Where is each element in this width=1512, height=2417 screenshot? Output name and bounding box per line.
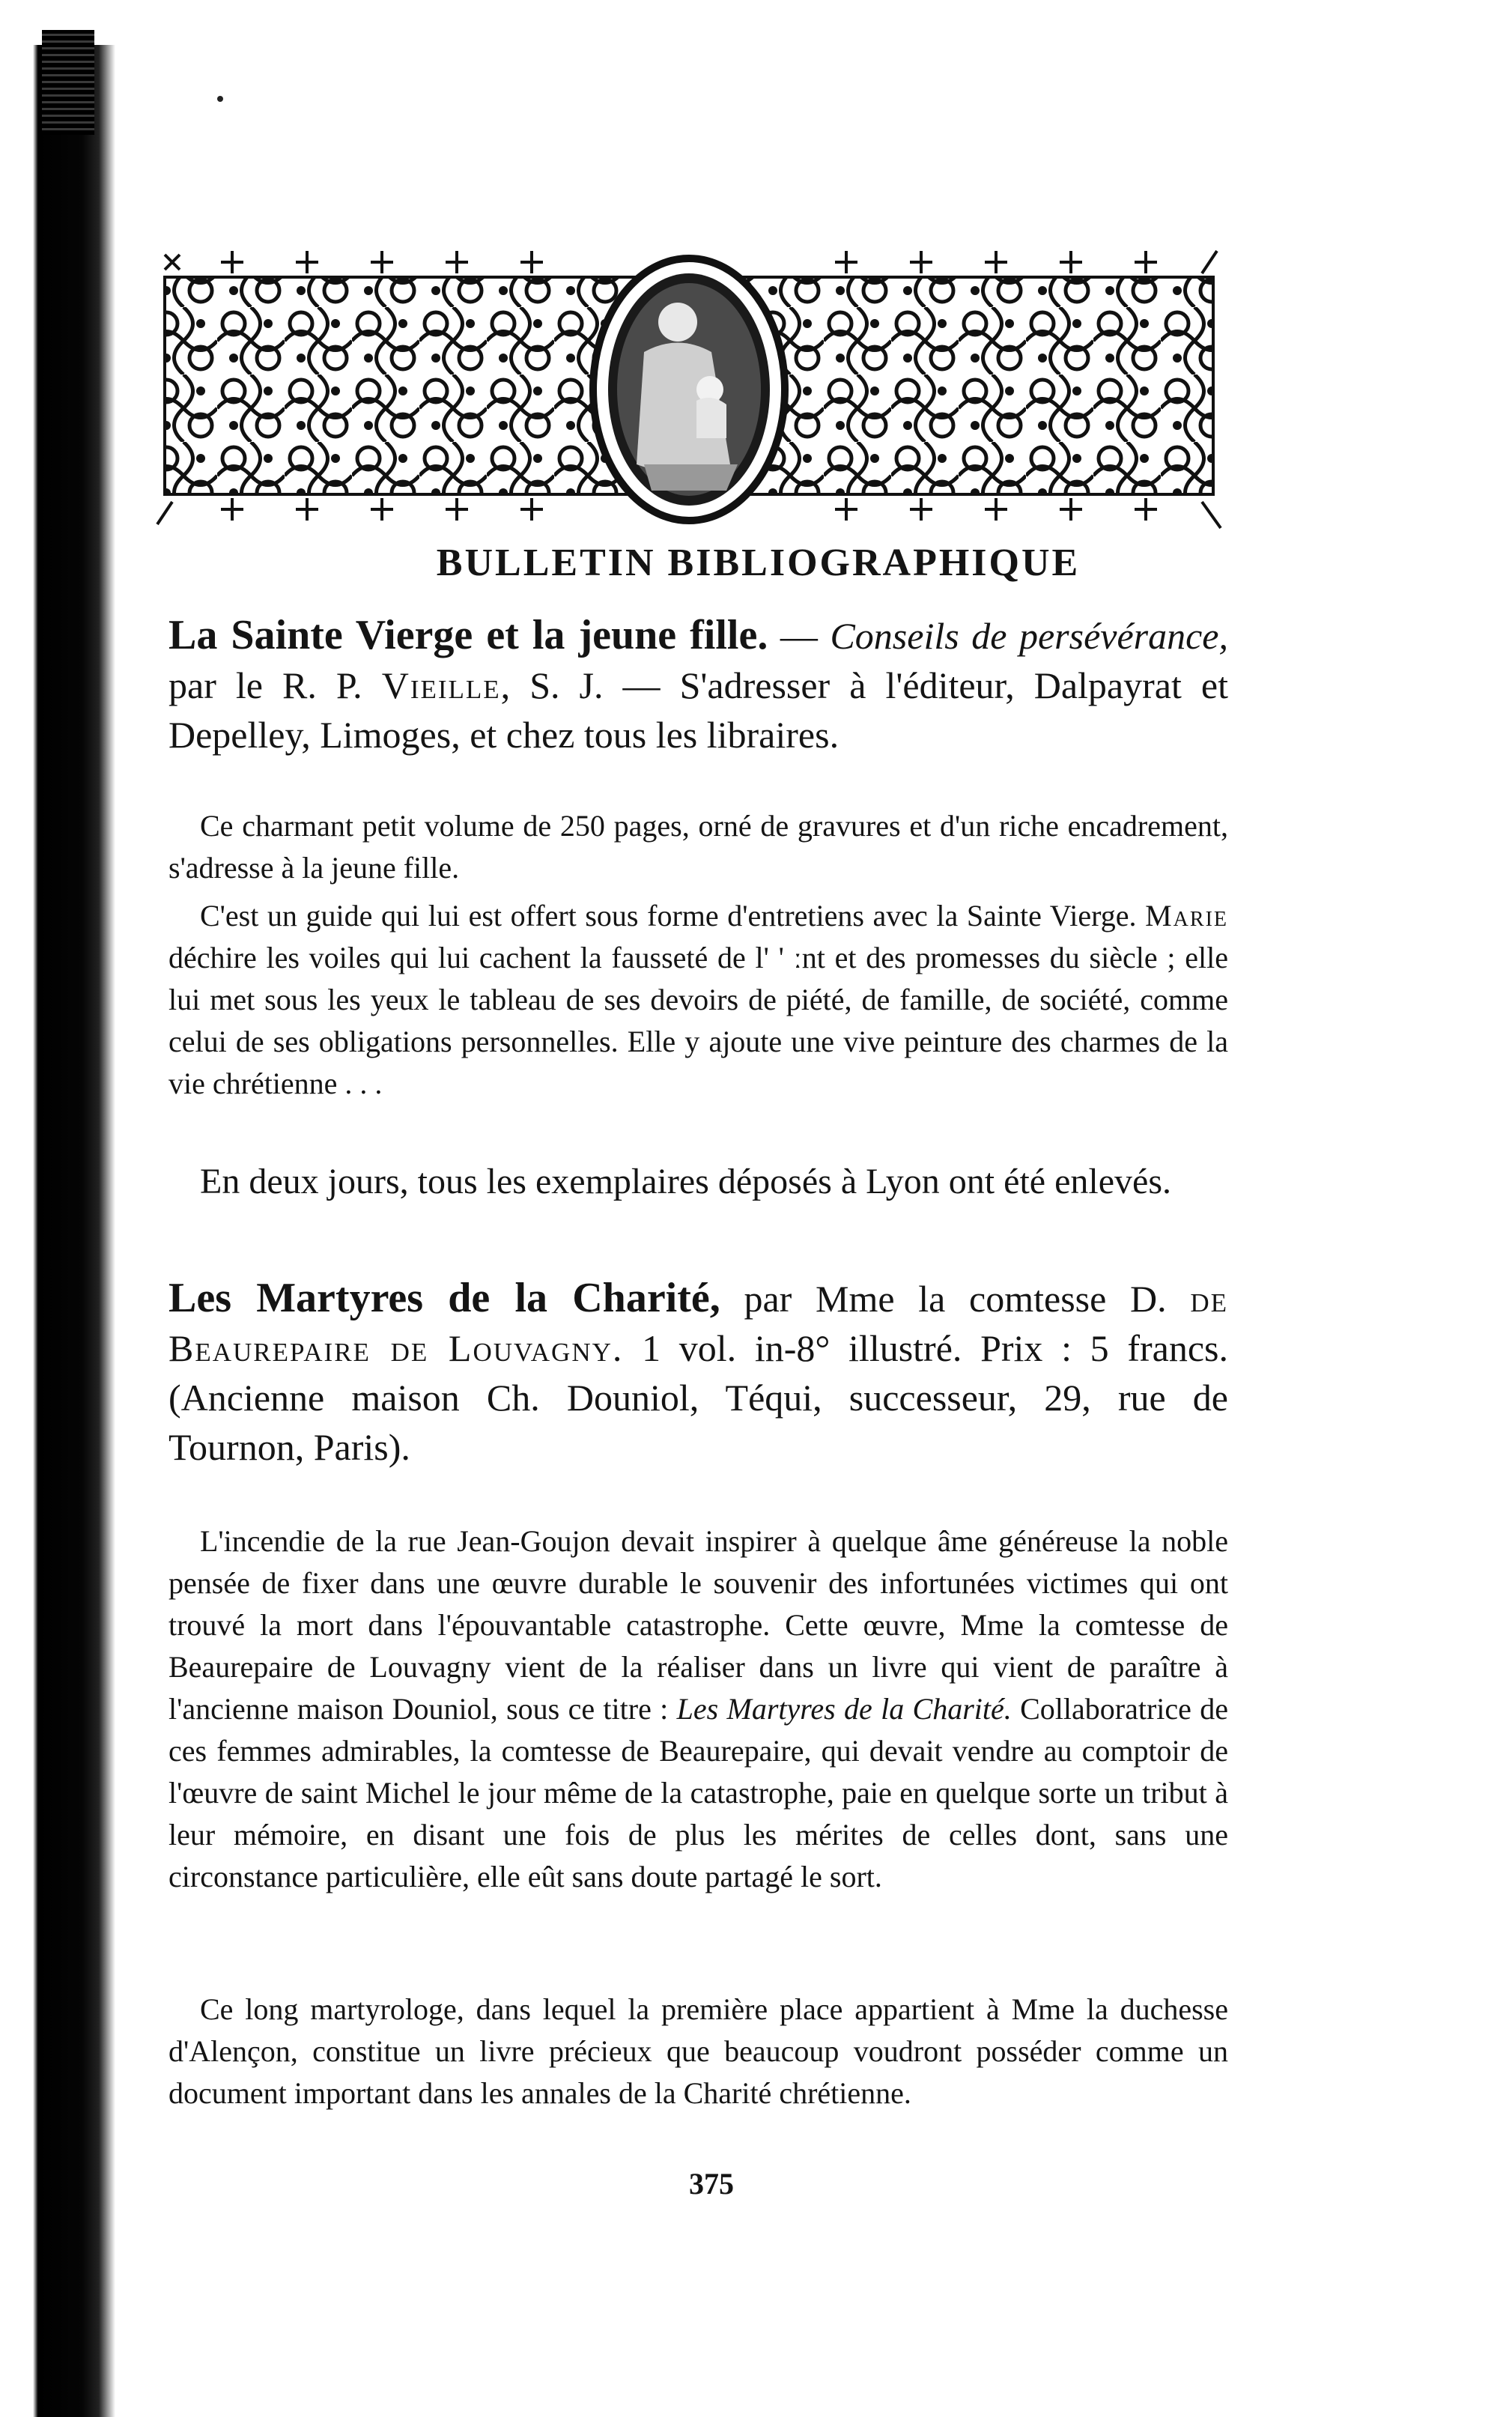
entry-2-title: Les Martyres de la Charité, bbox=[168, 1275, 720, 1321]
entry-2-by: par Mme la comtesse D. bbox=[720, 1278, 1191, 1320]
page-number: 375 bbox=[689, 2167, 734, 2201]
entry-1-header bbox=[168, 610, 1228, 759]
entry-2-author: de Beaurepaire de Louvagny. bbox=[168, 1278, 1228, 1369]
binding-edge-top bbox=[42, 30, 94, 135]
entry-2-p1-end: Collaboratrice de ces femmes admirables, la comtesse de Beaurepaire, qui devait vendre au comptoir de l'œuvre de saint Michel le jour même de la catastrophe, paie en quelque sorte un tribut à leur mémoire, en disant une fois de plus les mérites de celles dont, sans une circonstance particulière, elle eût sans doute partagé le sort. bbox=[168, 1692, 1228, 1893]
madonna-and-child-medallion-icon bbox=[593, 258, 785, 521]
entry-1-dash: — bbox=[768, 615, 831, 657]
binding-edge bbox=[33, 45, 115, 2417]
entry-2-p1-title: Les Martyres de la Charité. bbox=[676, 1692, 1012, 1726]
entry-1-p2-end: déchire les voiles qui lui cachent la fausseté de l' ' ːnt et des promesses du siècle ; elle lui met sous les yeux le tableau de ses devoirs de piété, de famille, de société, comme celui de ses obligations personnelles. Elle y ajoute une vive peinture des charmes de la vie chrétienne . . . bbox=[168, 941, 1228, 1100]
entry-2-p1-start: L'incendie de la rue Jean-Goujon devait inspirer à quelque âme généreuse la noble pensée de fixer dans une œuvre durable le souvenir des infortunées victimes qui ont trouvé la mort dans l'épouvantable catastrophe. Cette œuvre, Mme la comtesse de Beaurepaire de Louvagny vient de la réaliser dans un livre qui vient de paraître à l'ancienne maison Douniol, sous ce titre : bbox=[168, 1524, 1228, 1726]
entry-2-publisher: 1 vol. in-8° illustré. Prix : 5 francs. (Ancienne maison Ch. Douniol, Téqui, successeur, 29, rue de Tournon, Paris). bbox=[168, 1327, 1228, 1468]
entry-1-publisher: , S. J. — S'adresser à l'éditeur, Dalpayrat et Depelley, Limoges, et chez tous les libraires. bbox=[168, 664, 1228, 756]
ink-speck bbox=[217, 96, 223, 102]
entry-1-author: Vieille bbox=[381, 664, 501, 706]
entry-1-p2-name: Marie bbox=[1145, 899, 1228, 932]
entry-1-subtitle: Conseils de persévérance, bbox=[830, 615, 1228, 657]
entry-1-p2-start: C'est un guide qui lui est offert sous forme d'entretiens avec la Sainte Vierge. bbox=[200, 899, 1146, 932]
section-heading: BULLETIN BIBLIOGRAPHIQUE bbox=[436, 542, 1081, 584]
entry-2-header bbox=[168, 1273, 1228, 1472]
entry-2-paragraph-2: Ce long martyrologe, dans lequel la première place appartient à Mme la duchesse d'Alençon, constitue un livre précieux que beaucoup voudront posséder comme un document important dans les annales de la Charité chrétienne. bbox=[168, 1992, 1228, 2110]
ornamental-headband bbox=[150, 240, 1228, 532]
entry-1-paragraph-1: Ce charmant petit volume de 250 pages, orné de gravures et d'un riche encadrement, s'adresse à la jeune fille. bbox=[168, 809, 1228, 885]
entry-1-by: par le R. P. bbox=[168, 664, 382, 706]
entry-1-paragraph-2 bbox=[168, 895, 1228, 1105]
entry-1-title: La Sainte Vierge et la jeune fille. bbox=[168, 612, 768, 658]
entry-1-paragraph-3: En deux jours, tous les exemplaires déposés à Lyon ont été enlevés. bbox=[200, 1162, 1172, 1201]
entry-2-paragraph-1 bbox=[168, 1520, 1228, 1898]
